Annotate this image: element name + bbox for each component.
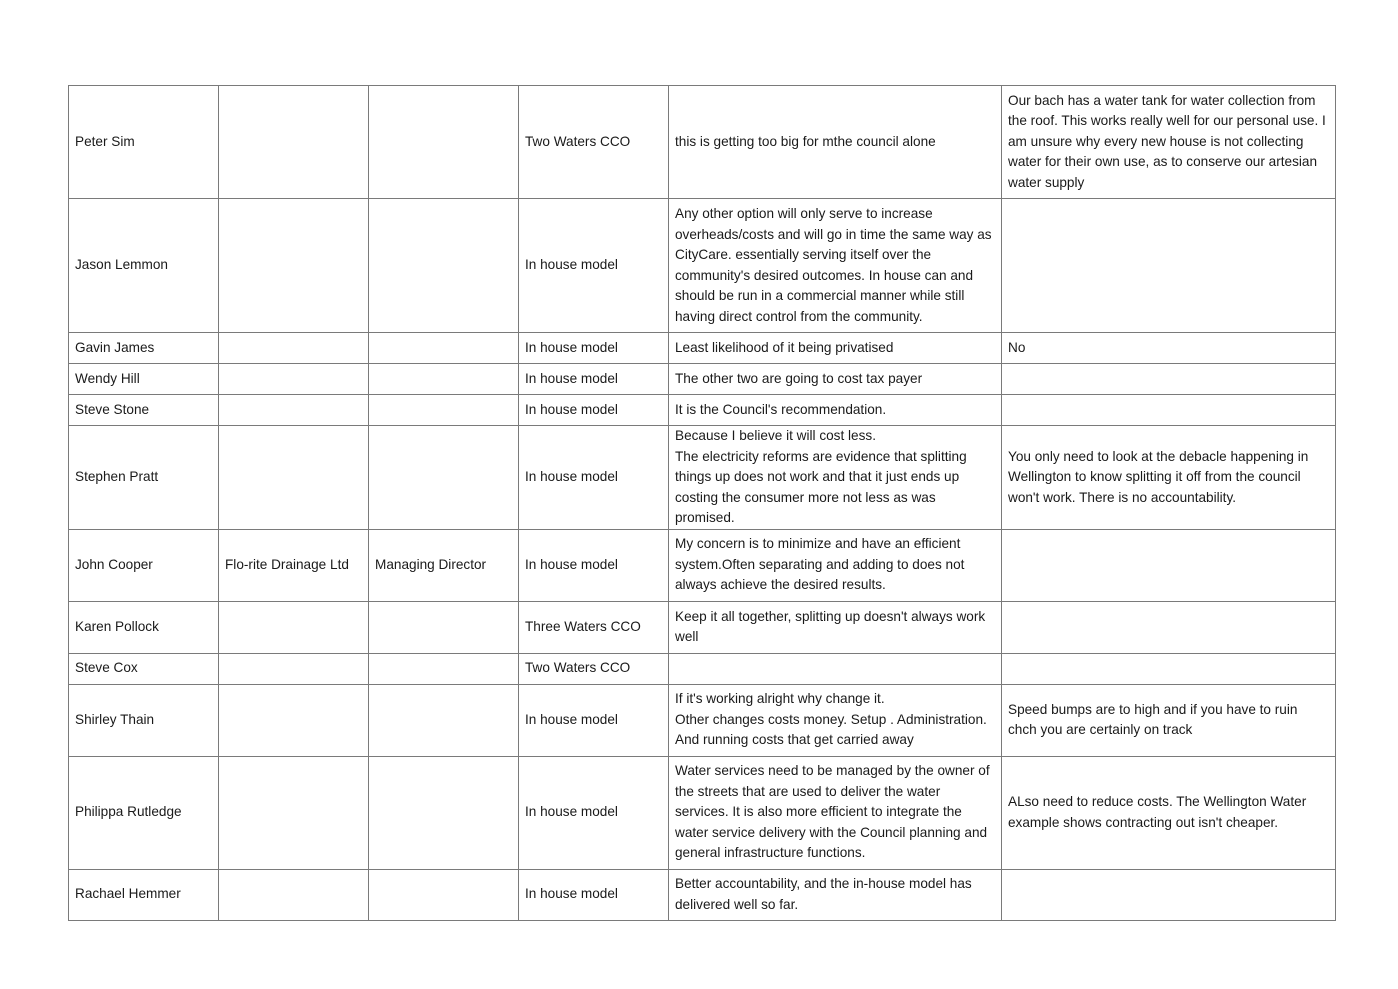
cell-name: Rachael Hemmer [69, 869, 219, 920]
cell-organisation: Flo-rite Drainage Ltd [219, 529, 369, 601]
cell-organisation [219, 684, 369, 756]
cell-organisation [219, 653, 369, 684]
table-row [69, 426, 1336, 530]
cell-comment [1002, 199, 1336, 333]
table-row [69, 529, 1336, 601]
cell-comment [1002, 364, 1336, 395]
cell-option: In house model [519, 684, 669, 756]
cell-name: Karen Pollock [69, 601, 219, 653]
cell-comment: No [1002, 333, 1336, 364]
submissions-table [68, 85, 1336, 921]
cell-reason: Keep it all together, splitting up doesn't always work well [669, 601, 1002, 653]
cell-role [369, 333, 519, 364]
table-row [69, 869, 1336, 920]
cell-role [369, 199, 519, 333]
cell-reason: If it's working alright why change it. Other changes costs money. Setup . Administration. And running costs that get carried away [669, 684, 1002, 756]
cell-option: In house model [519, 199, 669, 333]
table-row [69, 199, 1336, 333]
cell-option: In house model [519, 756, 669, 869]
cell-reason: Water services need to be managed by the owner of the streets that are used to deliver the water services. It is also more efficient to integrate the water service delivery with the Council planning and general infrastructure functions. [669, 756, 1002, 869]
cell-organisation [219, 395, 369, 426]
cell-comment [1002, 601, 1336, 653]
cell-option: In house model [519, 529, 669, 601]
cell-comment: You only need to look at the debacle happening in Wellington to know splitting it off from the council won't work. There is no accountability. [1002, 426, 1336, 530]
cell-option: Three Waters CCO [519, 601, 669, 653]
cell-reason: My concern is to minimize and have an efficient system.Often separating and adding to does not always achieve the desired results. [669, 529, 1002, 601]
table-row [69, 601, 1336, 653]
cell-option: In house model [519, 364, 669, 395]
cell-organisation [219, 756, 369, 869]
cell-reason [669, 653, 1002, 684]
cell-reason: Because I believe it will cost less. The electricity reforms are evidence that splitting things up does not work and that it just ends up costing the consumer more not less as was promised. [669, 426, 1002, 530]
cell-option: In house model [519, 426, 669, 530]
cell-organisation [219, 601, 369, 653]
cell-option: In house model [519, 869, 669, 920]
cell-reason: It is the Council's recommendation. [669, 395, 1002, 426]
cell-comment [1002, 653, 1336, 684]
cell-role [369, 869, 519, 920]
table-row [69, 653, 1336, 684]
cell-role [369, 426, 519, 530]
table-row [69, 86, 1336, 199]
cell-comment [1002, 529, 1336, 601]
cell-organisation [219, 869, 369, 920]
cell-option: Two Waters CCO [519, 86, 669, 199]
table-row [69, 756, 1336, 869]
cell-role [369, 653, 519, 684]
cell-comment: Our bach has a water tank for water collection from the roof. This works really well for our personal use. I am unsure why every new house is not collecting water for their own use, as to conserve our artesian water supply [1002, 86, 1336, 199]
cell-organisation [219, 333, 369, 364]
cell-name: Steve Cox [69, 653, 219, 684]
cell-reason: Better accountability, and the in-house model has delivered well so far. [669, 869, 1002, 920]
cell-comment [1002, 869, 1336, 920]
cell-name: Philippa Rutledge [69, 756, 219, 869]
cell-comment [1002, 395, 1336, 426]
cell-name: Shirley Thain [69, 684, 219, 756]
cell-reason: this is getting too big for mthe council alone [669, 86, 1002, 199]
cell-comment: ALso need to reduce costs. The Wellington Water example shows contracting out isn't cheaper. [1002, 756, 1336, 869]
cell-name: John Cooper [69, 529, 219, 601]
cell-role [369, 756, 519, 869]
cell-organisation [219, 199, 369, 333]
cell-organisation [219, 86, 369, 199]
cell-organisation [219, 364, 369, 395]
table-row [69, 684, 1336, 756]
table-row [69, 364, 1336, 395]
cell-role [369, 601, 519, 653]
cell-role [369, 364, 519, 395]
cell-organisation [219, 426, 369, 530]
table-row [69, 395, 1336, 426]
cell-role [369, 86, 519, 199]
table-row [69, 333, 1336, 364]
cell-name: Gavin James [69, 333, 219, 364]
cell-reason: The other two are going to cost tax payer [669, 364, 1002, 395]
cell-option: Two Waters CCO [519, 653, 669, 684]
cell-role [369, 395, 519, 426]
cell-reason: Any other option will only serve to increase overheads/costs and will go in time the same way as CityCare. essentially serving itself over the community's desired outcomes. In house can and should be run in a commercial manner while still having direct control from the community. [669, 199, 1002, 333]
cell-name: Stephen Pratt [69, 426, 219, 530]
cell-name: Steve Stone [69, 395, 219, 426]
cell-reason: Least likelihood of it being privatised [669, 333, 1002, 364]
cell-name: Peter Sim [69, 86, 219, 199]
cell-comment: Speed bumps are to high and if you have to ruin chch you are certainly on track [1002, 684, 1336, 756]
cell-role [369, 684, 519, 756]
cell-option: In house model [519, 333, 669, 364]
cell-name: Jason Lemmon [69, 199, 219, 333]
cell-role: Managing Director [369, 529, 519, 601]
cell-name: Wendy Hill [69, 364, 219, 395]
cell-option: In house model [519, 395, 669, 426]
